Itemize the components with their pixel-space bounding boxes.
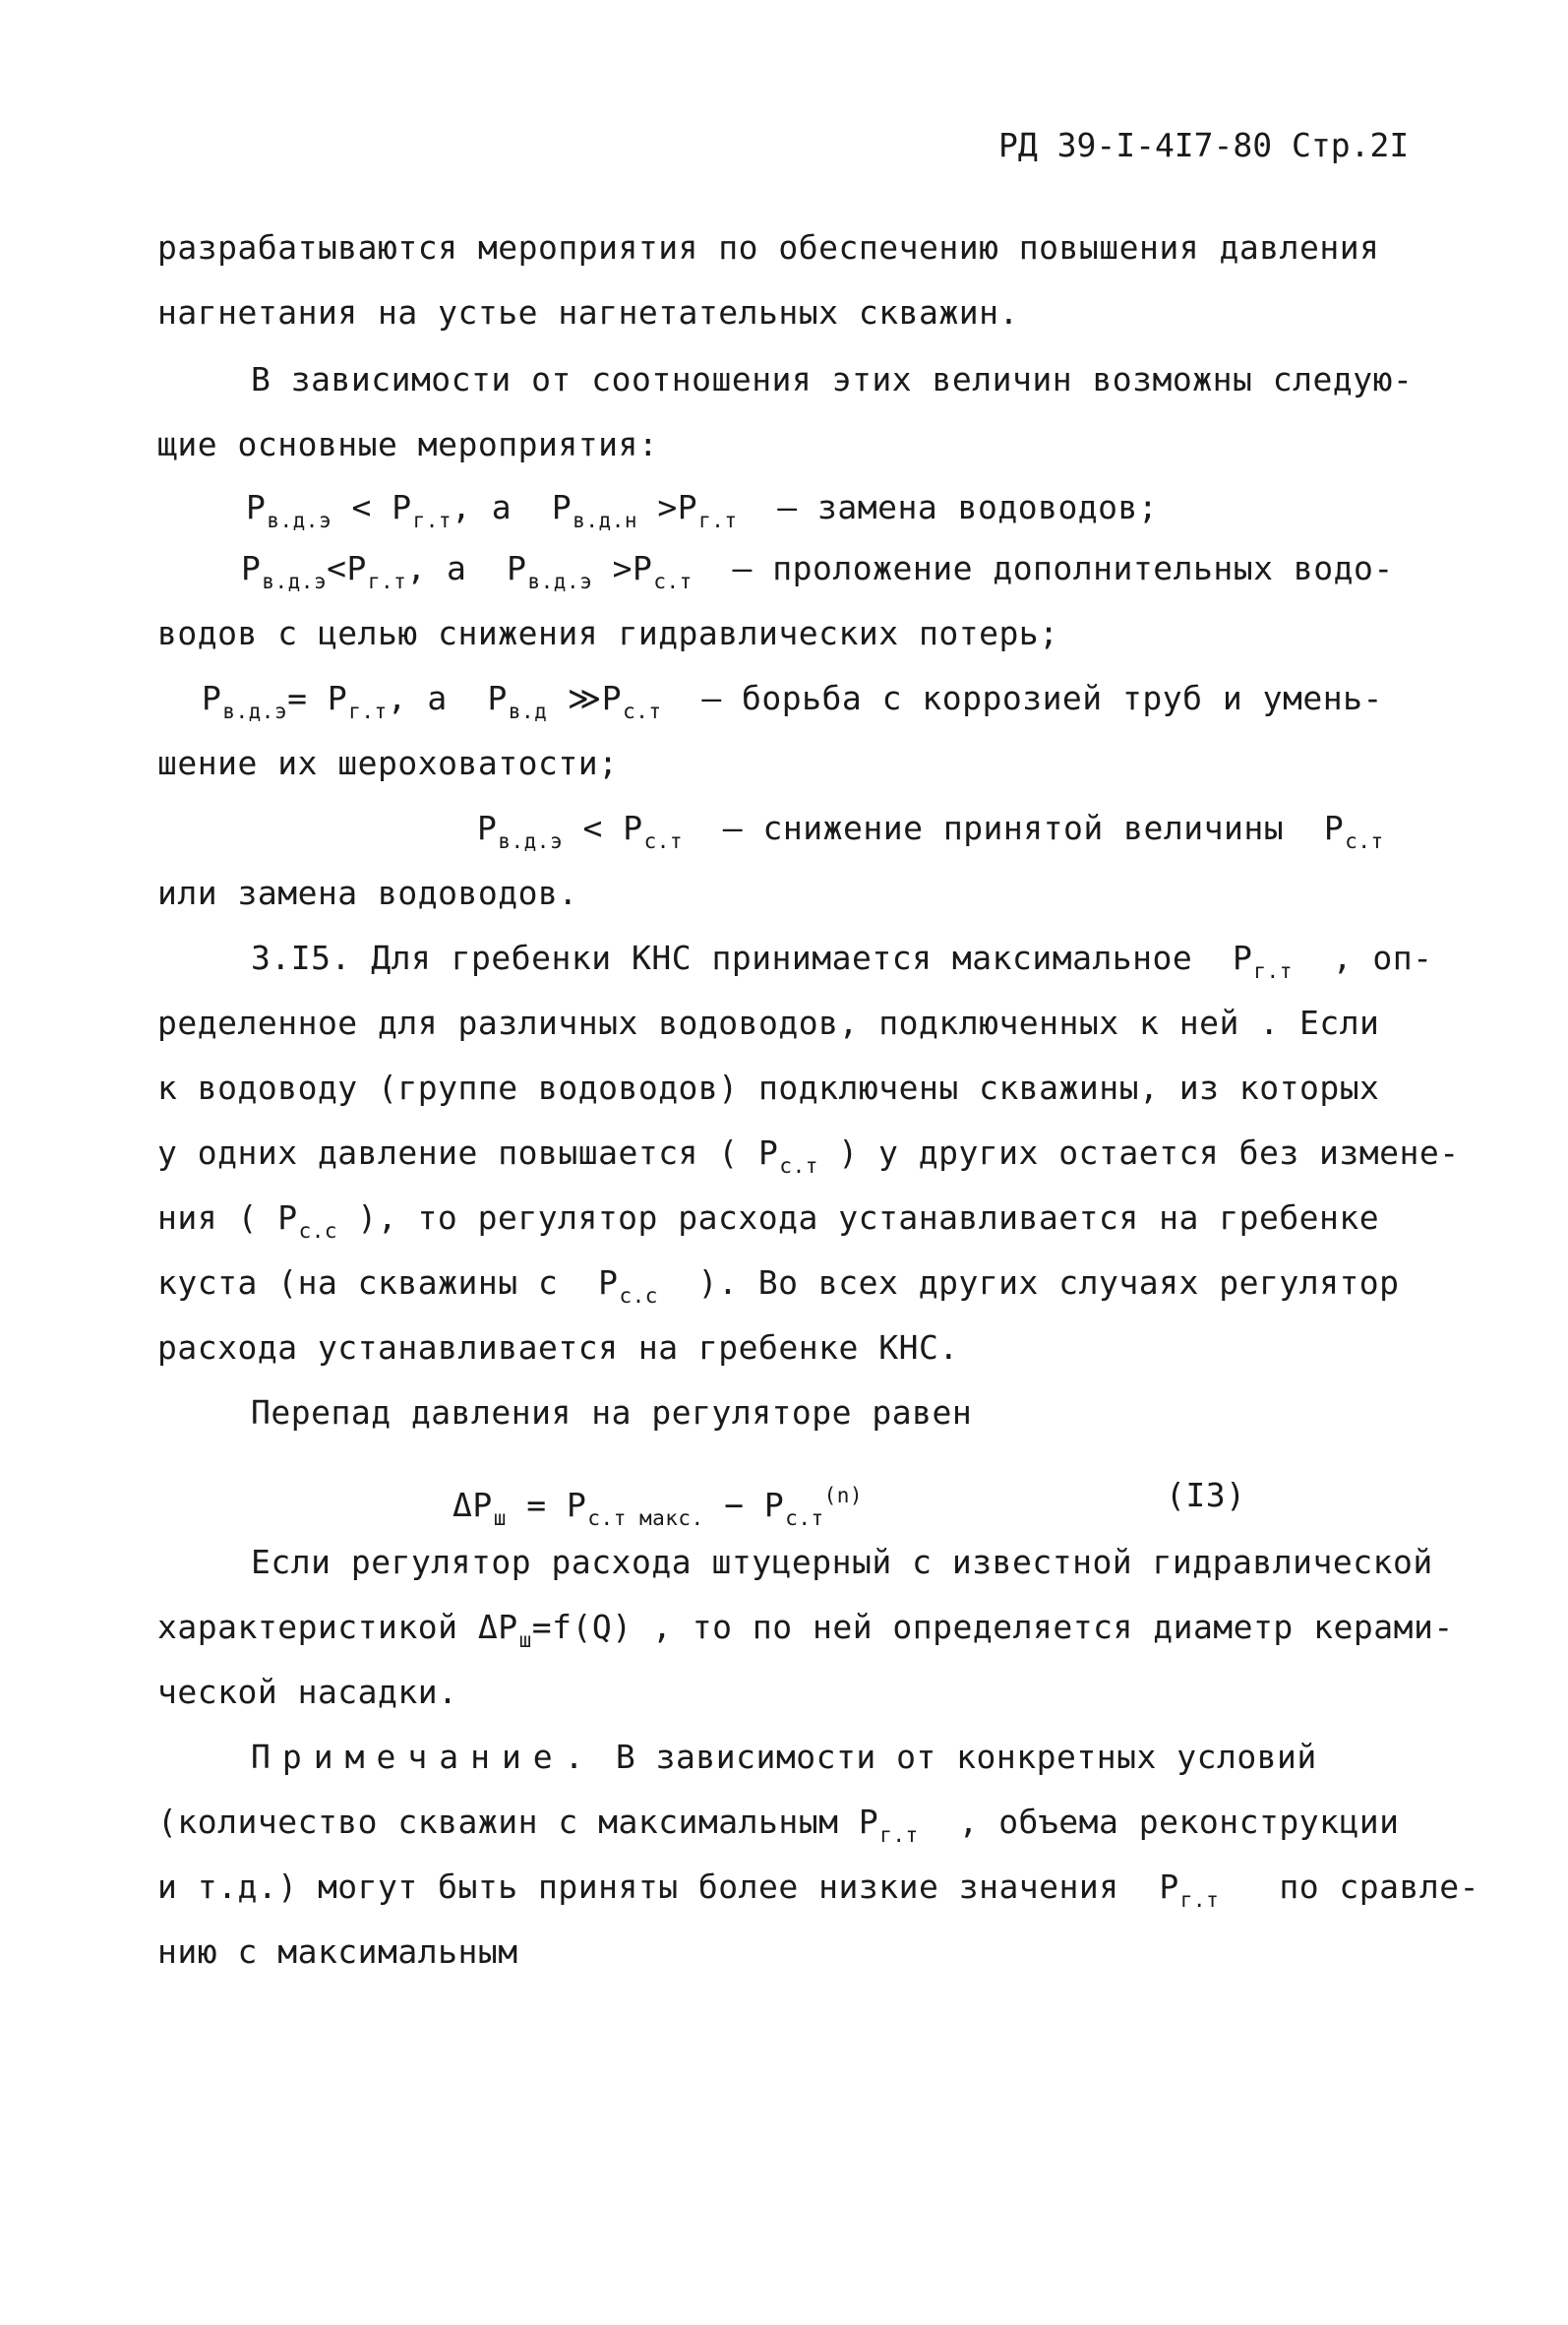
math-symbol: $P_{в.д.н}$ bbox=[551, 488, 637, 532]
math-symbol: $P_{г.т}$ bbox=[346, 549, 407, 593]
formula-line: $P_{в.д.э} < P_{г.т}$, а $P_{в.д.н} >P_{г.т}$ – замена водоводов; bbox=[246, 488, 1158, 540]
text-fragment: – проложение дополнительных водо- bbox=[732, 549, 1394, 587]
text-line: и т.д.) могут быть приняты более низкие значения $P_{г.т}$ по сравле- bbox=[157, 1867, 1479, 1920]
math-symbol: $P_{в.д.э}$ bbox=[202, 679, 288, 723]
text-line: разрабатываются мероприятия по обеспечению повышения давления bbox=[157, 228, 1380, 267]
math-symbol: $P_ш$ bbox=[472, 1486, 507, 1530]
equation: $\Delta P_ш = P_{с.т макс.} - P_{с.т}^{(n)}$ bbox=[452, 1476, 863, 1538]
page-header: РД 39-I-4I7-80 Стр.2I bbox=[998, 126, 1410, 164]
math-symbol: $P_ш$ bbox=[498, 1608, 532, 1652]
math-symbol: $P_{с.т}$ bbox=[758, 1133, 818, 1178]
text-line: ределенное для различных водоводов, подключенных к ней . Если bbox=[157, 1004, 1380, 1042]
math-symbol: $P_{г.т}$ bbox=[392, 488, 452, 532]
text-line: расхода устанавливается на гребенке КНС. bbox=[157, 1328, 959, 1367]
math-symbol: $P_{г.т}$ bbox=[858, 1803, 919, 1847]
text-line: нагнетания на устье нагнетательных скважин. bbox=[157, 293, 1019, 332]
text-line: или замена водоводов. bbox=[157, 874, 578, 912]
text-line: Если регулятор расхода штуцерный с известной гидравлической bbox=[251, 1543, 1433, 1581]
text-line: водов с целью снижения гидравлических потерь; bbox=[157, 614, 1059, 652]
math-symbol: $P_{в.д.э}$ bbox=[246, 488, 332, 532]
math-symbol: $P_{с.т}$ bbox=[632, 549, 693, 593]
note-label: Примечание. bbox=[251, 1738, 596, 1776]
math-symbol: $P_{г.т}$ bbox=[327, 679, 388, 723]
math-symbol: $P_{с.с}$ bbox=[598, 1263, 658, 1308]
math-symbol: $P_{с.т}$ bbox=[623, 809, 684, 853]
math-symbol: $P_{г.т}$ bbox=[677, 488, 738, 532]
text-line: 3.I5. Для гребенки КНС принимается максимальное $P_{г.т}$ , оп- bbox=[251, 939, 1432, 991]
math-symbol: $P_{в.д.э}$ bbox=[477, 809, 564, 853]
text-line: нию с максимальным bbox=[157, 1932, 518, 1971]
text-line: характеристикой $\Delta P_ш=f(Q)$ , то по ней определяется диаметр керами- bbox=[157, 1608, 1454, 1660]
text-line: куста (на скважины с $P_{с.с}$ ). Во всех других случаях регулятор bbox=[157, 1263, 1400, 1315]
text-line: ческой насадки. bbox=[157, 1673, 458, 1711]
note-line: Примечание. В зависимости от конкретных условий bbox=[251, 1738, 1317, 1776]
math-symbol: $P_{г.т}$ bbox=[1233, 939, 1293, 983]
text-fragment: – борьба с коррозией труб и умень- bbox=[701, 679, 1383, 717]
text-line: щие основные мероприятия: bbox=[157, 425, 659, 463]
math-symbol: $P_{г.т}$ bbox=[1159, 1867, 1220, 1912]
math-symbol: $P_{в.д.э}$ bbox=[507, 549, 593, 593]
math-symbol: $P_{с.т макс.}$ bbox=[567, 1486, 704, 1530]
equation-number: (I3) bbox=[1166, 1476, 1246, 1514]
formula-line: $P_{в.д.э} < P_{с.т}$ – снижение принятой величины $P_{с.т}$ bbox=[477, 809, 1384, 861]
text-line: к водоводу (группе водоводов) подключены скважины, из которых bbox=[157, 1069, 1380, 1107]
text-fragment: – замена водоводов; bbox=[777, 488, 1159, 526]
math-symbol: $P_{с.с}$ bbox=[277, 1198, 338, 1243]
formula-line: $P_{в.д.э}= P_{г.т}$, а $P_{в.д}$ $≫P_{с.т}$ – борьба с коррозией труб и умень- bbox=[202, 679, 1383, 731]
text-line: шение их шероховатости; bbox=[157, 744, 619, 782]
formula-line: $P_{в.д.э}<P_{г.т}$, а $P_{в.д.э} >P_{с.т}$ – проложение дополнительных водо- bbox=[241, 549, 1394, 601]
math-symbol: $P_{в.д}$ bbox=[487, 679, 548, 723]
text-line: В зависимости от соотношения этих величин возможны следую- bbox=[251, 360, 1414, 398]
text-line: (количество скважин с максимальным $P_{г.т}$ , объема реконструкции bbox=[157, 1803, 1400, 1855]
math-symbol: $P_{с.т}$ bbox=[601, 679, 662, 723]
text-line: Перепад давления на регуляторе равен bbox=[251, 1393, 973, 1432]
math-symbol: $P_{с.т}^{(n)}$ bbox=[763, 1484, 864, 1530]
text-line: у одних давление повышается ( $P_{с.т}$ ) у других остается без измене- bbox=[157, 1133, 1460, 1186]
math-symbol: $P_{с.т}$ bbox=[1323, 809, 1384, 853]
text-line: ния ( $P_{с.с}$ ), то регулятор расхода устанавливается на гребенке bbox=[157, 1198, 1379, 1251]
math-symbol: $P_{в.д.э}$ bbox=[241, 549, 328, 593]
text-fragment: – снижение принятой величины bbox=[722, 809, 1285, 847]
